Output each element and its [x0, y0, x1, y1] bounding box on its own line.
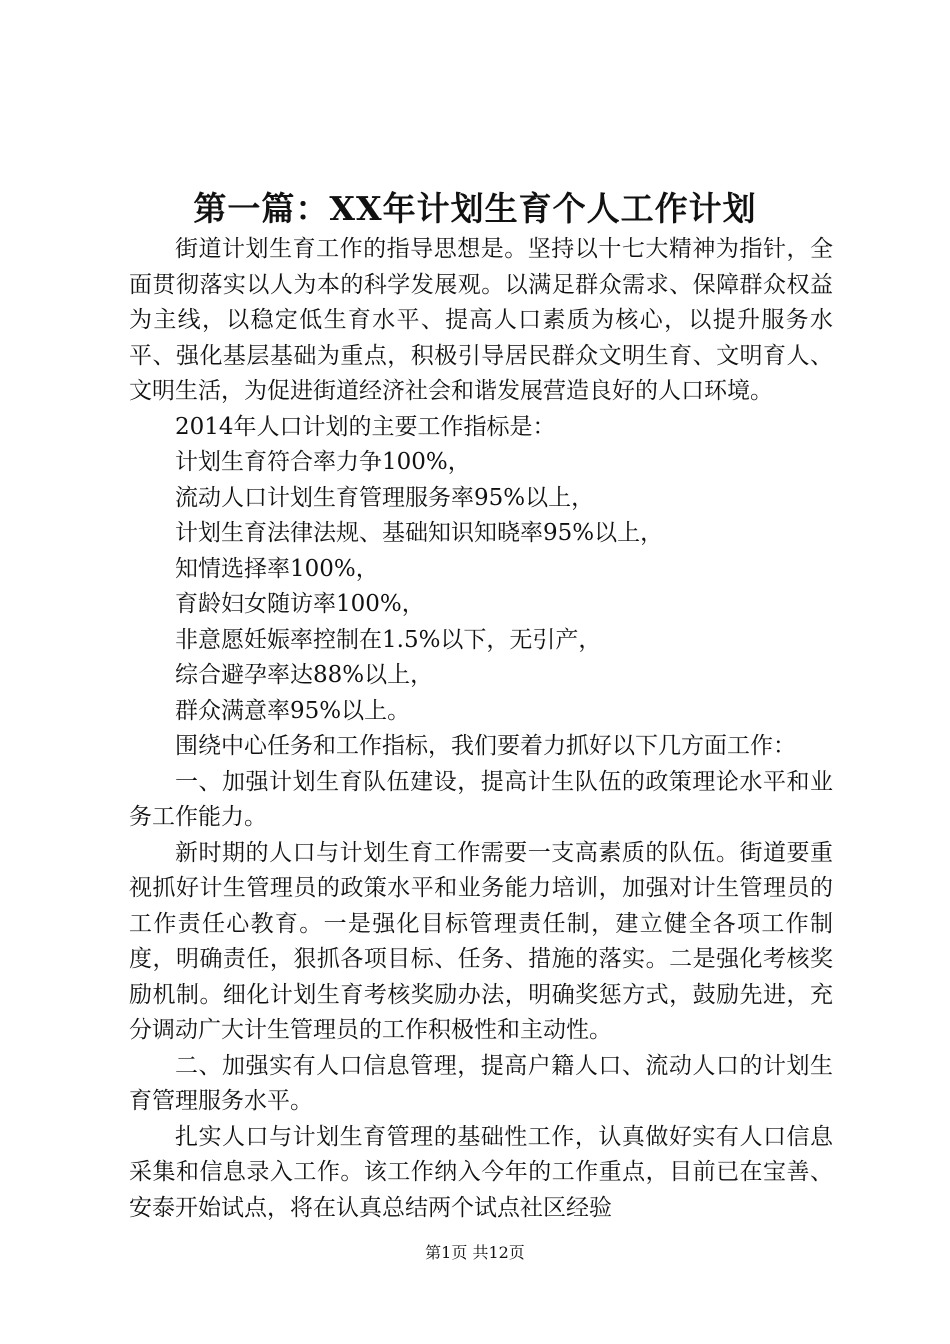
paragraph-population-info: 扎实人口与计划生育管理的基础性工作，认真做好实有人口信息采集和信息录入工作。该工作纳入今年的工作重点，目前已在宝善、安泰开始试点，将在认真总结两个试点社区经验 [129, 1123, 833, 1221]
page-footer: 第1页 共12页 [425, 1243, 525, 1262]
indicator-item: 非意愿妊娠率控制在1.5%以下，无引产， [175, 626, 602, 653]
section-heading-2: 二、加强实有人口信息管理，提高户籍人口、流动人口的计划生育管理服务水平。 [129, 1052, 833, 1114]
document-body [129, 232, 833, 1226]
paragraph-guiding-thought: 街道计划生育工作的指导思想是。坚持以十七大精神为指针，全面贯彻落实以人为本的科学发展观。以满足群众需求、保障群众权益为主线，以稳定低生育水平、提高人口素质为核心，以提升服务水平、强化基层基础为重点，积极引导居民群众文明生育、文明育人、文明生活，为促进街道经济社会和谐发展营造良好的人口环境。 [129, 236, 833, 404]
indicator-item: 综合避孕率达88%以上， [175, 662, 434, 688]
section-heading-1: 一、加强计划生育队伍建设，提高计生队伍的政策理论水平和业务工作能力。 [129, 768, 833, 830]
paragraph-indicators-intro: 2014年人口计划的主要工作指标是： [175, 413, 556, 440]
indicator-item: 计划生育法律法规、基础知识知晓率95%以上， [175, 520, 664, 546]
indicator-item: 群众满意率95%以上。 [175, 697, 411, 724]
paragraph-work-focus: 围绕中心任务和工作指标，我们要着力抓好以下几方面工作： [175, 733, 796, 759]
indicator-item: 知情选择率100%， [175, 555, 379, 582]
indicator-item: 流动人口计划生育管理服务率95%以上， [175, 484, 595, 511]
paragraph-team-building: 新时期的人口与计划生育工作需要一支高素质的队伍。街道要重视抓好计生管理员的政策水平和业务能力培训，加强对计生管理员的工作责任心教育。一是强化目标管理责任制，建立健全各项工作制度，明确责任，狠抓各项目标、任务、措施的落实。二是强化考核奖励机制。细化计划生育考核奖励办法，明确奖惩方式，鼓励先进，充分调动广大计生管理员的工作积极性和主动性。 [129, 839, 833, 1043]
indicator-item: 育龄妇女随访率100%， [175, 591, 425, 617]
document-title: 第一篇：XX年计划生育个人工作计划 [193, 189, 757, 228]
indicator-item: 计划生育符合率力争100%， [175, 449, 471, 475]
